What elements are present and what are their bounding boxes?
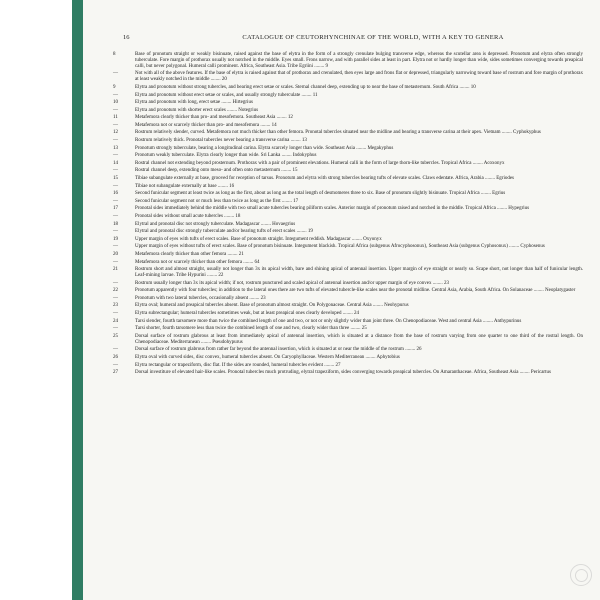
entry-couplet-number: — — [113, 107, 118, 113]
entry-text: Pronotal sides immediately behind the middle with two small acute tubercles bearing piliform scales. Anterior margin of pronotum raised and notched in the middle. Tropical Africa ........ Hypegrius — [135, 206, 530, 212]
entry-couplet-number: — — [113, 153, 118, 159]
key-entry — [113, 281, 583, 287]
key-entry — [113, 214, 583, 220]
entry-couplet-number: 21 — [113, 267, 118, 273]
entry-couplet-number: — — [113, 198, 118, 204]
key-entry — [113, 303, 583, 309]
entry-couplet-number: — — [113, 347, 118, 353]
entry-text: Elytra and pronotum without erect setae or scales, and usually strongly tuberculate ........ 11 — [135, 92, 318, 98]
entry-couplet-number: — — [113, 280, 118, 286]
key-entry — [113, 93, 583, 99]
key-entry — [113, 311, 583, 317]
entry-text: Pronotum apparently with four tubercles; in addition to the lateral ones there are two tufts of elevated tubercle-like scales near the pronotal midline. Central Asia, Arabia, South Africa. On Solanaceae ........ Neoplatygaster — [135, 288, 576, 294]
key-entry — [113, 244, 583, 250]
key-entry — [113, 334, 583, 346]
key-entry — [113, 71, 583, 83]
key-entry — [113, 123, 583, 129]
entry-text: Rostrum relatively thick. Pronotal tubercles never bearing a transverse carina ........ 13 — [135, 138, 307, 144]
entry-text: Pronotal sides without small acute tubercles ........ 18 — [135, 214, 241, 219]
entry-text: Base of pronotum straight or weakly bisinuate, raised against the base of elytra in the form of a strongly crenulate bulging transverse edge, whereas the scutellar area is depressed. Pronotum and elytra often strongly tuberculate. Fore margin of prothorax usually not notched in the middle. Eyes small. Frons narrow, and with parallel sides at least in part. Elytra not or hardly longer than wide, sides sometimes converging towards preapical calli, but never polygonal. Humeral calli prominent. Africa, Southeast Asia. Tribe Egriini ........ 9 — [135, 52, 583, 69]
entry-text: Metafemora not or scarcely thicker than other femora ........ 64 — [135, 259, 260, 265]
entry-couplet-number: 14 — [113, 160, 118, 166]
entry-couplet-number: 9 — [113, 84, 116, 90]
entry-text: Metafemora clearly thicker than other femora ........ 21 — [135, 251, 244, 257]
entry-couplet-number: 25 — [113, 333, 118, 339]
entry-couplet-number: — — [113, 183, 118, 189]
entry-text: Second funicular segment not or much less than twice as long as the first ........ 17 — [135, 198, 299, 204]
entry-couplet-number: 19 — [113, 236, 118, 242]
entry-text: Dorsal investiture of elevated hair-like scales. Pronotal tubercles much protruding, elytral trapeziform, sides converging towards preapical tubercles. On Amaranthaceae. Africa, Southeast Asia ........ Pericartus — [135, 370, 551, 376]
entry-couplet-number: 27 — [113, 370, 118, 376]
entry-couplet-number: 12 — [113, 130, 118, 136]
key-entry — [113, 296, 583, 302]
key-entry — [113, 153, 583, 159]
entry-text: Rostrum usually longer than 3x its apical width; if not, rostrum punctured and scaled apical of antennal insertion and/or upper margin of eye convex ........ 23 — [135, 280, 449, 286]
entry-text: Tarsi slender, fourth tarsomere more than twice the combined length of one and two, or not or only slightly wider than joint three. On Chenopodiaceae. West and central Asia ........ Anthypurinus — [135, 318, 522, 324]
entry-text: Elytra oval; humeral and preapical tubercles absent. Base of pronotum almost straight. On Polygonaceae. Central Asia ........ Neohypurus — [135, 303, 409, 309]
key-entry — [113, 319, 583, 325]
entry-couplet-number: 16 — [113, 191, 118, 197]
key-entry — [113, 222, 583, 228]
seal-mark — [570, 564, 592, 586]
entry-text: Elytra and pronotum with shorter erect scales ........ Notegrius — [135, 107, 259, 113]
entry-couplet-number: — — [113, 259, 118, 265]
key-entry — [113, 370, 583, 376]
key-entry — [113, 347, 583, 353]
entry-couplet-number: — — [113, 168, 118, 174]
entry-couplet-number: — — [113, 229, 118, 235]
entry-text: Elytral and pronotal disc not strongly tuberculate. Madagascar ........ Hovaegrius — [135, 221, 296, 227]
entry-couplet-number: 10 — [113, 100, 118, 106]
key-entry — [113, 206, 583, 212]
key-entry — [113, 199, 583, 205]
key-entry — [113, 363, 583, 369]
entry-text: Elytral and pronotal disc strongly tuberculate and/or bearing tufts of erect scales ........ 19 — [135, 229, 313, 235]
entry-couplet-number: 15 — [113, 176, 118, 182]
key-entry — [113, 229, 583, 235]
entry-couplet-number: 11 — [113, 115, 118, 121]
entry-text: Tarsi shorter, fourth tarsomere less than twice the combined length of one and two, clearly wider than three ........ 25 — [135, 326, 367, 332]
key-entry — [113, 184, 583, 190]
entry-text: Elytra subrectangular; humeral tubercles sometimes weak, but at least preapical ones clearly developed ........ 24 — [135, 311, 359, 317]
entry-couplet-number: 22 — [113, 288, 118, 294]
entry-couplet-number: — — [113, 122, 118, 128]
running-title: CATALOGUE OF CEUTORHYNCHINAE OF THE WORLD, WITH A KEY TO GENERA — [242, 34, 504, 41]
key-entry — [113, 237, 583, 243]
entry-text: Rostral channel deep, extending onto meso- and often onto metasternum ........ 15 — [135, 168, 298, 174]
key-entry — [113, 108, 583, 114]
key-entry — [113, 252, 583, 258]
entry-text: Rostrum short and almost straight, usually not longer than 3x its apical width, bare and shining apical of antennal insertion. Upper margin of eye straight or nearly so. Scape short, not longer than half of funicular length. Leaf-mining larvae. Tribe Hypurini ........ 22 — [135, 267, 583, 279]
key-entry — [113, 267, 583, 279]
entry-couplet-number: 13 — [113, 145, 118, 151]
key-entry — [113, 260, 583, 266]
key-entry — [113, 161, 583, 167]
entry-couplet-number: — — [113, 138, 118, 144]
entry-couplet-number: 17 — [113, 206, 118, 212]
entry-text: Second funicular segment at least twice as long as the first, about as long as the total length of desmomeres three to six. Base of pronotum slightly bisinuate. Tropical Africa ........ Egrius — [135, 191, 506, 197]
entry-couplet-number: — — [113, 362, 118, 368]
left-margin — [0, 0, 72, 600]
key-entry — [113, 326, 583, 332]
key-entry — [113, 146, 583, 152]
entry-text: Elytra and pronotum with long, erect setae ........ Hirtegrius — [135, 100, 253, 106]
key-entry — [113, 355, 583, 361]
entry-couplet-number: — — [113, 295, 118, 301]
entry-text: Pronotum weakly tuberculate. Elytra clearly longer than wide. Sri Lanka ........ Indokyphus — [135, 153, 317, 159]
entry-couplet-number: 24 — [113, 318, 118, 324]
page-number: 16 — [123, 34, 130, 41]
entry-text: Rostral channel not extending beyond prosternum. Prothorax with a pair of prominent elevations. Humeral calli in the form of large thorn-like tubercles. Tropical Africa ........ Acoxonyx — [135, 160, 505, 166]
entry-text: Elytra and pronotum without strong tubercles, and bearing erect setae or scales. Sternal channel deep, extending up to near the base of metasternum. South Africa ........ 10 — [135, 84, 476, 90]
key-entries — [113, 52, 583, 378]
entry-text: Pronotum with two lateral tubercles, occasionally absent ........ 23 — [135, 295, 266, 301]
key-entry — [113, 130, 583, 136]
entry-text: Metafemora not or scarcely thicker than pro- and mesofemora ........ 14 — [135, 122, 277, 128]
entry-couplet-number: — — [113, 311, 118, 317]
key-entry — [113, 191, 583, 197]
key-entry — [113, 288, 583, 294]
entry-text: Upper margin of eyes without tufts of erect scales. Base of pronotum bisinuate. Integument blackish. Tropical Africa (subgenus Afrocyphosonux), Southeast Asia (subgenus Cyphosonux) ........ Cyphosenus — [135, 244, 545, 250]
key-entry — [113, 100, 583, 106]
entry-couplet-number: — — [113, 244, 118, 250]
key-entry — [113, 176, 583, 182]
entry-text: Dorsal surface of rostrum glabrous at least from immediately apical of antennal insertion, which is situated at a distance from the base of rostrum varying from one quarter to one third of the rostral length. On Chenopodiaceae. Mediterranean ........ Pseudohypurus — [135, 333, 583, 345]
entry-text: Upper margin of eyes with tufts of erect scales. Base of pronotum straight. Integument reddish. Madagascar ........ Oxyonyx — [135, 236, 382, 242]
entry-couplet-number: 23 — [113, 303, 118, 309]
key-entry — [113, 168, 583, 174]
entry-text: Metafemora clearly thicker than pro- and mesofemora. Southeast Asia ........ 12 — [135, 115, 293, 121]
entry-couplet-number: — — [113, 214, 118, 219]
entry-couplet-number: 26 — [113, 354, 118, 360]
entry-couplet-number: — — [113, 71, 118, 77]
entry-couplet-number: 18 — [113, 221, 118, 227]
entry-text: Elytra rectangular or trapeziform, disc flat. If the sides are rounded, humeral tubercles evident ........ 27 — [135, 362, 341, 368]
entry-text: Not with all of the above features. If the base of elytra is raised against that of prothorax and crenulated, then eyes large and frons flat or depressed, triangularly narrowing toward base of rostrum and fore margin of prothorax at least weakly notched in the middle ........ 20 — [135, 71, 583, 83]
entry-couplet-number: — — [113, 92, 118, 98]
entry-text: Pronotum strongly tuberculate, bearing a longitudinal carina. Elytra scarcely longer than wide. Southeast Asia ........ Megakyphus — [135, 145, 394, 151]
key-entry — [113, 138, 583, 144]
entry-couplet-number: 20 — [113, 251, 118, 257]
entry-text: Elytra oval with curved sides, disc convex, humeral tubercles absent. On Caryophyllaceae. Western Mediterranean ........ Aphytobius — [135, 354, 400, 360]
entry-text: Rostrum relatively slender, curved. Metafemora not much thicker than other femora. Pronotal tubercles situated near the midline and bearing a transverse carina at their apex. Vietnam ........ Cyphokyphus — [135, 130, 541, 136]
book-page — [83, 0, 600, 600]
page-header — [93, 34, 593, 46]
binding-band — [72, 0, 83, 600]
key-entry — [113, 85, 583, 91]
key-entry — [113, 52, 583, 70]
entry-text: Dorsal surface of rostrum glabrous from rather far beyond the antennal insertion, which is situated at or near the middle of the rostrum ........ 26 — [135, 347, 422, 353]
entry-couplet-number: 8 — [113, 52, 116, 57]
entry-text: Tibiae not subangulate externally at base ........ 16 — [135, 183, 235, 189]
entry-couplet-number: — — [113, 326, 118, 332]
entry-text: Tibiae subangulate externally at base, grooved for reception of tarsus. Pronotum and elytra with strong tubercles bearing tufts of elevate scales. Claws edentate. Africa, Arabia ........ Egriodes — [135, 176, 515, 182]
key-entry — [113, 115, 583, 121]
